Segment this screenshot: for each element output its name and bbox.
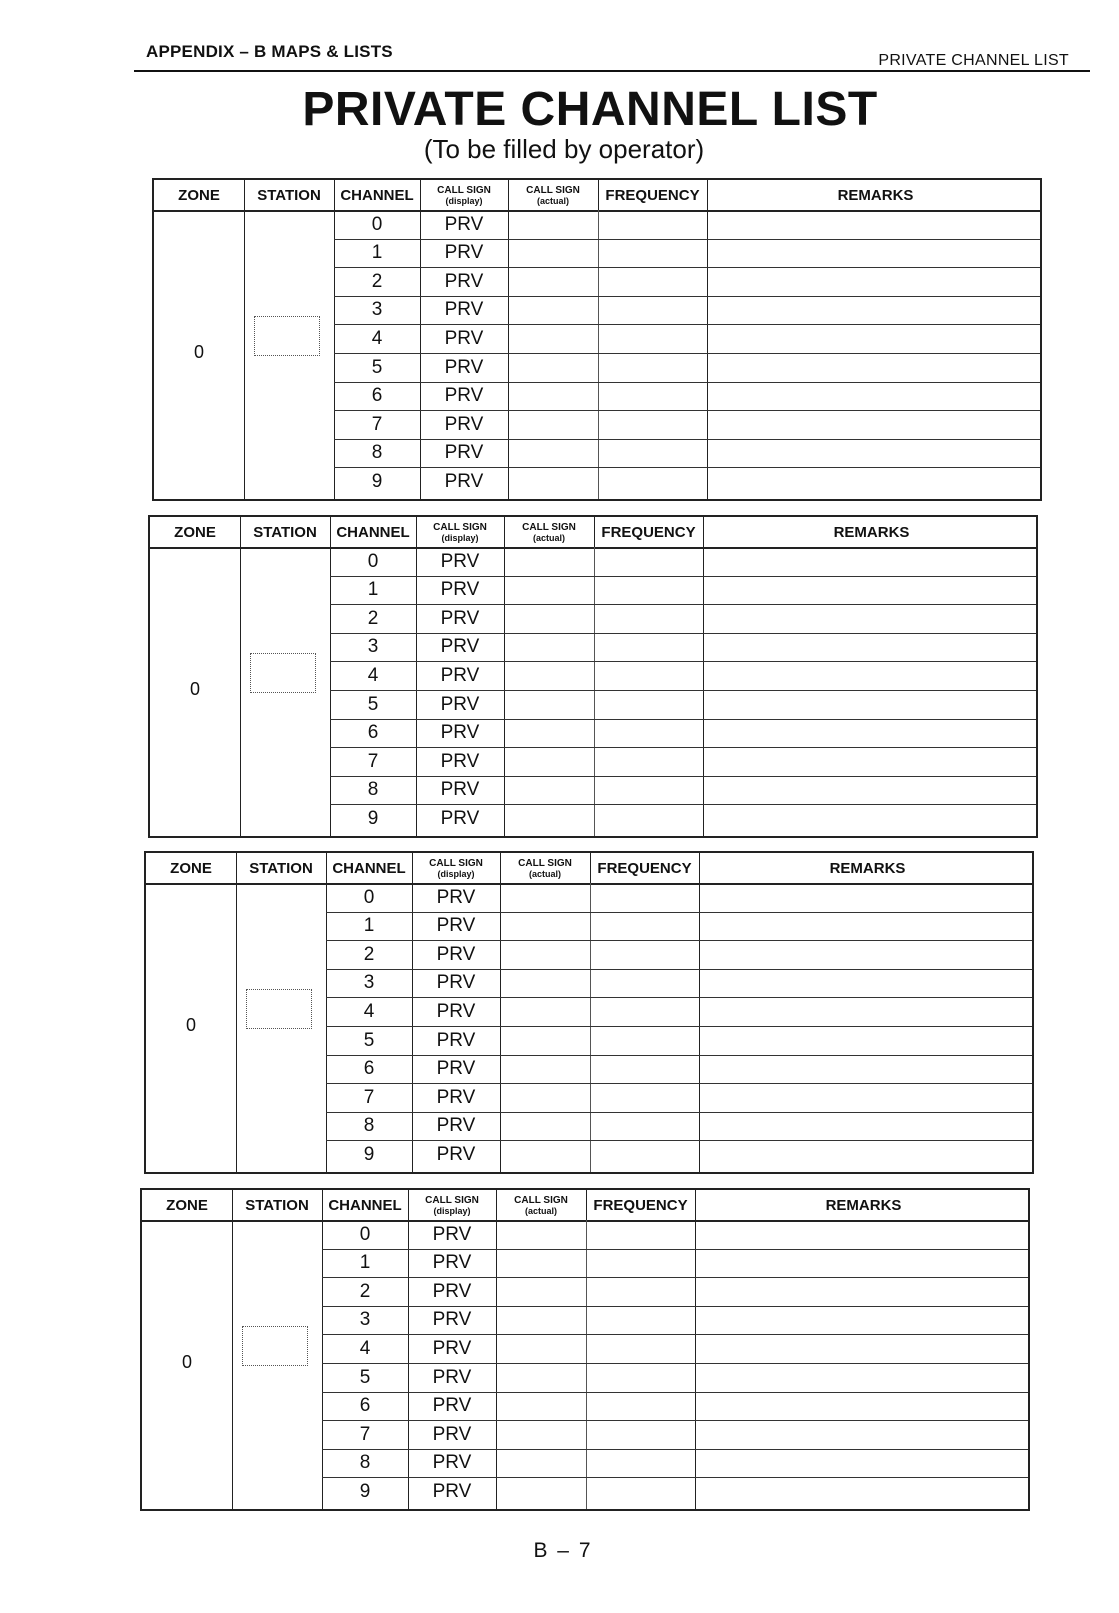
frequency-cell[interactable] (590, 997, 699, 1026)
remarks-cell[interactable] (695, 1277, 1032, 1306)
channel-number: 0 (363, 886, 375, 908)
header-channel (330, 517, 416, 547)
call-sign-display: PRV (440, 550, 480, 572)
call-sign-display: PRV (436, 1115, 476, 1137)
header-zone (154, 180, 244, 210)
call-sign-actual-cell[interactable] (508, 239, 598, 268)
remarks-cell[interactable] (695, 1249, 1032, 1278)
remarks-cell[interactable] (703, 747, 1040, 776)
channel-number: 2 (367, 607, 379, 629)
channel-table (144, 851, 1034, 1174)
call-sign-actual-cell[interactable] (496, 1449, 586, 1478)
call-sign-display: PRV (444, 356, 484, 378)
call-sign-display: PRV (440, 693, 480, 715)
call-sign-display: PRV (436, 1029, 476, 1051)
zone-value: 0 (185, 1015, 196, 1035)
zone-value: 0 (181, 1352, 192, 1372)
header-frequency-label: FREQUENCY (605, 186, 700, 204)
frequency-cell[interactable] (586, 1420, 695, 1449)
call-sign-display: PRV (432, 1452, 472, 1474)
frequency-cell[interactable] (590, 1140, 699, 1169)
channel-number: 5 (367, 693, 379, 715)
call-sign-display: PRV (432, 1395, 472, 1417)
call-sign-display: PRV (432, 1280, 472, 1302)
call-sign-actual-cell[interactable] (504, 690, 594, 719)
frequency-cell[interactable] (598, 467, 707, 496)
header-call-sign-actual (496, 1190, 586, 1220)
frequency-cell[interactable] (598, 324, 707, 353)
remarks-cell[interactable] (703, 633, 1040, 662)
header-rule (134, 70, 1090, 72)
frequency-cell[interactable] (594, 547, 703, 576)
remarks-cell[interactable] (699, 1140, 1036, 1169)
call-sign-display: PRV (436, 972, 476, 994)
frequency-cell[interactable] (594, 633, 703, 662)
column-divider (594, 517, 595, 547)
channel-number: 3 (367, 636, 379, 658)
channel-number: 4 (359, 1337, 371, 1359)
call-sign-actual-cell[interactable] (504, 633, 594, 662)
header-remarks (703, 517, 1040, 547)
call-sign-actual-cell[interactable] (500, 997, 590, 1026)
channel-number: 8 (359, 1452, 371, 1474)
call-sign-display: PRV (432, 1223, 472, 1245)
call-sign-display: PRV (432, 1337, 472, 1359)
frequency-cell[interactable] (586, 1392, 695, 1421)
frequency-cell[interactable] (586, 1306, 695, 1335)
station-entry-box[interactable] (246, 989, 312, 1029)
header-call-sign-display-sublabel: (display) (437, 868, 475, 879)
frequency-cell[interactable] (598, 439, 707, 468)
channel-number: 0 (371, 213, 383, 235)
channel-number: 6 (359, 1395, 371, 1417)
channel-number: 3 (363, 972, 375, 994)
call-sign-actual-cell[interactable] (508, 324, 598, 353)
call-sign-display: PRV (440, 807, 480, 829)
station-entry-box[interactable] (250, 653, 316, 693)
remarks-cell[interactable] (707, 210, 1044, 239)
call-sign-actual-cell[interactable] (500, 912, 590, 941)
column-divider (240, 517, 241, 836)
frequency-cell[interactable] (594, 804, 703, 833)
header-station-label: STATION (253, 523, 317, 541)
channel-number: 2 (359, 1280, 371, 1302)
header-call-sign-actual-label: CALL SIGN (518, 857, 572, 869)
channel-number: 2 (363, 943, 375, 965)
channel-number: 2 (371, 270, 383, 292)
table-header-row (146, 853, 1032, 885)
header-call-sign-display-sublabel: (display) (445, 195, 483, 206)
header-call-sign-display-label: CALL SIGN (437, 184, 491, 196)
call-sign-actual-cell[interactable] (508, 410, 598, 439)
remarks-cell[interactable] (695, 1392, 1032, 1421)
header-zone (150, 517, 240, 547)
call-sign-actual-cell[interactable] (508, 382, 598, 411)
column-divider (232, 1190, 233, 1509)
header-call-sign-actual-sublabel: (actual) (528, 868, 561, 879)
header-call-sign-actual-sublabel: (actual) (532, 532, 565, 543)
call-sign-display: PRV (444, 442, 484, 464)
running-header-right: PRIVATE CHANNEL LIST (878, 52, 1069, 69)
header-call-sign-actual (508, 180, 598, 210)
frequency-cell[interactable] (586, 1477, 695, 1506)
call-sign-display: PRV (432, 1423, 472, 1445)
header-station-label: STATION (245, 1196, 309, 1214)
frequency-cell[interactable] (586, 1363, 695, 1392)
frequency-cell[interactable] (586, 1220, 695, 1249)
station-entry-box[interactable] (254, 316, 320, 356)
header-channel-label: CHANNEL (336, 523, 410, 541)
channel-number: 0 (359, 1223, 371, 1245)
call-sign-display: PRV (436, 1058, 476, 1080)
frequency-cell[interactable] (590, 912, 699, 941)
header-zone-label: ZONE (174, 523, 216, 541)
running-header-left: APPENDIX – B MAPS & LISTS (146, 42, 393, 61)
call-sign-display: PRV (440, 779, 480, 801)
call-sign-actual-cell[interactable] (504, 576, 594, 605)
header-call-sign-display-sublabel: (display) (433, 1205, 471, 1216)
call-sign-actual-cell[interactable] (500, 969, 590, 998)
remarks-cell[interactable] (707, 296, 1044, 325)
remarks-cell[interactable] (699, 1026, 1036, 1055)
call-sign-display: PRV (432, 1309, 472, 1331)
channel-number: 7 (363, 1086, 375, 1108)
remarks-cell[interactable] (699, 1083, 1036, 1112)
header-call-sign-display-label: CALL SIGN (433, 521, 487, 533)
header-remarks-label: REMARKS (833, 523, 910, 541)
channel-number: 1 (371, 242, 383, 264)
header-call-sign-actual-label: CALL SIGN (526, 184, 580, 196)
call-sign-display: PRV (440, 607, 480, 629)
header-station (232, 1190, 322, 1220)
remarks-cell[interactable] (699, 997, 1036, 1026)
header-frequency-label: FREQUENCY (601, 523, 696, 541)
call-sign-display: PRV (440, 579, 480, 601)
column-divider (586, 1190, 587, 1220)
channel-number: 0 (367, 550, 379, 572)
channel-number: 3 (371, 299, 383, 321)
remarks-cell[interactable] (699, 1055, 1036, 1084)
call-sign-actual-cell[interactable] (496, 1306, 586, 1335)
call-sign-actual-cell[interactable] (504, 661, 594, 690)
remarks-cell[interactable] (703, 804, 1040, 833)
frequency-cell[interactable] (598, 353, 707, 382)
frequency-cell[interactable] (590, 1055, 699, 1084)
call-sign-actual-cell[interactable] (500, 1055, 590, 1084)
frequency-cell[interactable] (598, 410, 707, 439)
call-sign-display: PRV (440, 750, 480, 772)
header-station-label: STATION (249, 859, 313, 877)
header-frequency (598, 180, 707, 210)
header-remarks-label: REMARKS (837, 186, 914, 204)
page-title: PRIVATE CHANNEL LIST (302, 83, 878, 136)
channel-number: 1 (363, 915, 375, 937)
remarks-cell[interactable] (699, 940, 1036, 969)
frequency-cell[interactable] (586, 1334, 695, 1363)
call-sign-actual-cell[interactable] (504, 747, 594, 776)
frequency-cell[interactable] (598, 239, 707, 268)
remarks-cell[interactable] (699, 969, 1036, 998)
remarks-cell[interactable] (707, 382, 1044, 411)
channel-number: 9 (367, 807, 379, 829)
header-station-label: STATION (257, 186, 321, 204)
frequency-cell[interactable] (590, 969, 699, 998)
table-header-row (150, 517, 1036, 549)
header-remarks-label: REMARKS (825, 1196, 902, 1214)
channel-table (140, 1188, 1030, 1511)
remarks-cell[interactable] (703, 604, 1040, 633)
call-sign-actual-cell[interactable] (508, 353, 598, 382)
frequency-cell[interactable] (590, 1083, 699, 1112)
header-frequency-label: FREQUENCY (593, 1196, 688, 1214)
header-channel-label: CHANNEL (332, 859, 406, 877)
header-call-sign-display (420, 180, 508, 210)
table-header-row (154, 180, 1040, 212)
remarks-cell[interactable] (707, 239, 1044, 268)
call-sign-actual-cell[interactable] (496, 1363, 586, 1392)
call-sign-display: PRV (440, 636, 480, 658)
remarks-cell[interactable] (703, 661, 1040, 690)
header-channel-label: CHANNEL (328, 1196, 402, 1214)
remarks-cell[interactable] (707, 410, 1044, 439)
header-channel-label: CHANNEL (340, 186, 414, 204)
call-sign-display: PRV (440, 664, 480, 686)
remarks-cell[interactable] (707, 439, 1044, 468)
remarks-cell[interactable] (707, 267, 1044, 296)
remarks-cell[interactable] (695, 1420, 1032, 1449)
table-header-row (142, 1190, 1028, 1222)
header-frequency (586, 1190, 695, 1220)
frequency-cell[interactable] (590, 940, 699, 969)
column-divider (590, 853, 591, 883)
remarks-cell[interactable] (703, 576, 1040, 605)
header-remarks-label: REMARKS (829, 859, 906, 877)
frequency-cell[interactable] (586, 1249, 695, 1278)
channel-number: 7 (367, 750, 379, 772)
call-sign-display: PRV (436, 915, 476, 937)
frequency-cell[interactable] (598, 267, 707, 296)
channel-number: 6 (371, 385, 383, 407)
header-channel (326, 853, 412, 883)
header-call-sign-actual-sublabel: (actual) (536, 195, 569, 206)
header-remarks (699, 853, 1036, 883)
call-sign-display: PRV (436, 886, 476, 908)
call-sign-actual-cell[interactable] (496, 1334, 586, 1363)
frequency-cell[interactable] (594, 719, 703, 748)
remarks-cell[interactable] (699, 1112, 1036, 1141)
call-sign-display: PRV (436, 1086, 476, 1108)
channel-number: 6 (367, 722, 379, 744)
channel-number: 8 (363, 1115, 375, 1137)
remarks-cell[interactable] (703, 690, 1040, 719)
header-channel (334, 180, 420, 210)
header-remarks (707, 180, 1044, 210)
call-sign-actual-cell[interactable] (496, 1249, 586, 1278)
frequency-cell[interactable] (598, 210, 707, 239)
call-sign-actual-cell[interactable] (508, 467, 598, 496)
header-call-sign-actual (504, 517, 594, 547)
call-sign-actual-cell[interactable] (508, 267, 598, 296)
call-sign-display: PRV (444, 470, 484, 492)
call-sign-display: PRV (432, 1252, 472, 1274)
frequency-cell[interactable] (590, 1026, 699, 1055)
channel-table (152, 178, 1042, 501)
frequency-cell[interactable] (590, 1112, 699, 1141)
channel-number: 4 (363, 1000, 375, 1022)
call-sign-display: PRV (440, 722, 480, 744)
channel-number: 4 (371, 327, 383, 349)
header-call-sign-display-sublabel: (display) (441, 532, 479, 543)
frequency-cell[interactable] (594, 690, 703, 719)
call-sign-actual-cell[interactable] (508, 439, 598, 468)
call-sign-actual-cell[interactable] (500, 1083, 590, 1112)
channel-number: 7 (359, 1423, 371, 1445)
header-call-sign-display (412, 853, 500, 883)
call-sign-actual-cell[interactable] (500, 1140, 590, 1169)
remarks-cell[interactable] (695, 1449, 1032, 1478)
remarks-cell[interactable] (695, 1306, 1032, 1335)
remarks-cell[interactable] (699, 883, 1036, 912)
header-call-sign-actual-label: CALL SIGN (514, 1194, 568, 1206)
call-sign-actual-cell[interactable] (496, 1420, 586, 1449)
remarks-cell[interactable] (699, 912, 1036, 941)
header-zone-label: ZONE (170, 859, 212, 877)
remarks-cell[interactable] (695, 1220, 1032, 1249)
column-divider (244, 180, 245, 499)
call-sign-actual-cell[interactable] (504, 604, 594, 633)
header-call-sign-actual-label: CALL SIGN (522, 521, 576, 533)
frequency-cell[interactable] (590, 883, 699, 912)
channel-number: 8 (371, 442, 383, 464)
call-sign-actual-cell[interactable] (500, 1112, 590, 1141)
frequency-cell[interactable] (598, 382, 707, 411)
call-sign-display: PRV (432, 1480, 472, 1502)
station-entry-box[interactable] (242, 1326, 308, 1366)
remarks-cell[interactable] (695, 1363, 1032, 1392)
call-sign-actual-cell[interactable] (504, 547, 594, 576)
header-zone (142, 1190, 232, 1220)
call-sign-display: PRV (444, 213, 484, 235)
header-frequency (590, 853, 699, 883)
frequency-cell[interactable] (594, 661, 703, 690)
call-sign-display: PRV (444, 242, 484, 264)
call-sign-actual-cell[interactable] (508, 210, 598, 239)
channel-number: 1 (359, 1252, 371, 1274)
call-sign-display: PRV (444, 413, 484, 435)
call-sign-actual-cell[interactable] (500, 1026, 590, 1055)
call-sign-actual-cell[interactable] (496, 1392, 586, 1421)
frequency-cell[interactable] (598, 296, 707, 325)
header-call-sign-display (408, 1190, 496, 1220)
header-zone (146, 853, 236, 883)
remarks-cell[interactable] (707, 324, 1044, 353)
call-sign-actual-cell[interactable] (504, 719, 594, 748)
header-call-sign-actual-sublabel: (actual) (524, 1205, 557, 1216)
call-sign-actual-cell[interactable] (504, 804, 594, 833)
call-sign-actual-cell[interactable] (496, 1277, 586, 1306)
channel-number: 3 (359, 1309, 371, 1331)
channel-number: 8 (367, 779, 379, 801)
header-station (240, 517, 330, 547)
remarks-cell[interactable] (707, 353, 1044, 382)
header-call-sign-display (416, 517, 504, 547)
page-subtitle: (To be filled by operator) (423, 134, 705, 164)
frequency-cell[interactable] (586, 1277, 695, 1306)
header-call-sign-display-label: CALL SIGN (429, 857, 483, 869)
call-sign-actual-cell[interactable] (496, 1220, 586, 1249)
call-sign-actual-cell[interactable] (496, 1477, 586, 1506)
channel-number: 7 (371, 413, 383, 435)
call-sign-display: PRV (444, 385, 484, 407)
header-remarks (695, 1190, 1032, 1220)
header-station (244, 180, 334, 210)
header-channel (322, 1190, 408, 1220)
channel-number: 5 (359, 1366, 371, 1388)
call-sign-actual-cell[interactable] (508, 296, 598, 325)
frequency-cell[interactable] (594, 576, 703, 605)
zone-value: 0 (189, 679, 200, 699)
header-station (236, 853, 326, 883)
frequency-cell[interactable] (594, 604, 703, 633)
header-zone-label: ZONE (166, 1196, 208, 1214)
channel-number: 9 (359, 1480, 371, 1502)
column-divider (236, 853, 237, 1172)
remarks-cell[interactable] (707, 467, 1044, 496)
channel-number: 9 (371, 470, 383, 492)
frequency-cell[interactable] (594, 747, 703, 776)
header-zone-label: ZONE (178, 186, 220, 204)
channel-number: 4 (367, 664, 379, 686)
channel-number: 9 (363, 1143, 375, 1165)
call-sign-actual-cell[interactable] (500, 940, 590, 969)
frequency-cell[interactable] (594, 776, 703, 805)
call-sign-display: PRV (436, 1143, 476, 1165)
call-sign-display: PRV (444, 299, 484, 321)
call-sign-display: PRV (444, 270, 484, 292)
call-sign-actual-cell[interactable] (500, 883, 590, 912)
remarks-cell[interactable] (695, 1334, 1032, 1363)
call-sign-display: PRV (432, 1366, 472, 1388)
channel-number: 6 (363, 1058, 375, 1080)
header-frequency (594, 517, 703, 547)
header-call-sign-display-label: CALL SIGN (425, 1194, 479, 1206)
remarks-cell[interactable] (695, 1477, 1032, 1506)
header-frequency-label: FREQUENCY (597, 859, 692, 877)
call-sign-display: PRV (436, 1000, 476, 1022)
channel-table (148, 515, 1038, 838)
channel-number: 5 (371, 356, 383, 378)
page-number: B – 7 (533, 1539, 593, 1562)
header-call-sign-actual (500, 853, 590, 883)
channel-number: 5 (363, 1029, 375, 1051)
call-sign-display: PRV (444, 327, 484, 349)
column-divider (598, 180, 599, 210)
remarks-cell[interactable] (703, 547, 1040, 576)
call-sign-display: PRV (436, 943, 476, 965)
remarks-cell[interactable] (703, 719, 1040, 748)
channel-number: 1 (367, 579, 379, 601)
zone-value: 0 (193, 342, 204, 362)
frequency-cell[interactable] (586, 1449, 695, 1478)
remarks-cell[interactable] (703, 776, 1040, 805)
call-sign-actual-cell[interactable] (504, 776, 594, 805)
